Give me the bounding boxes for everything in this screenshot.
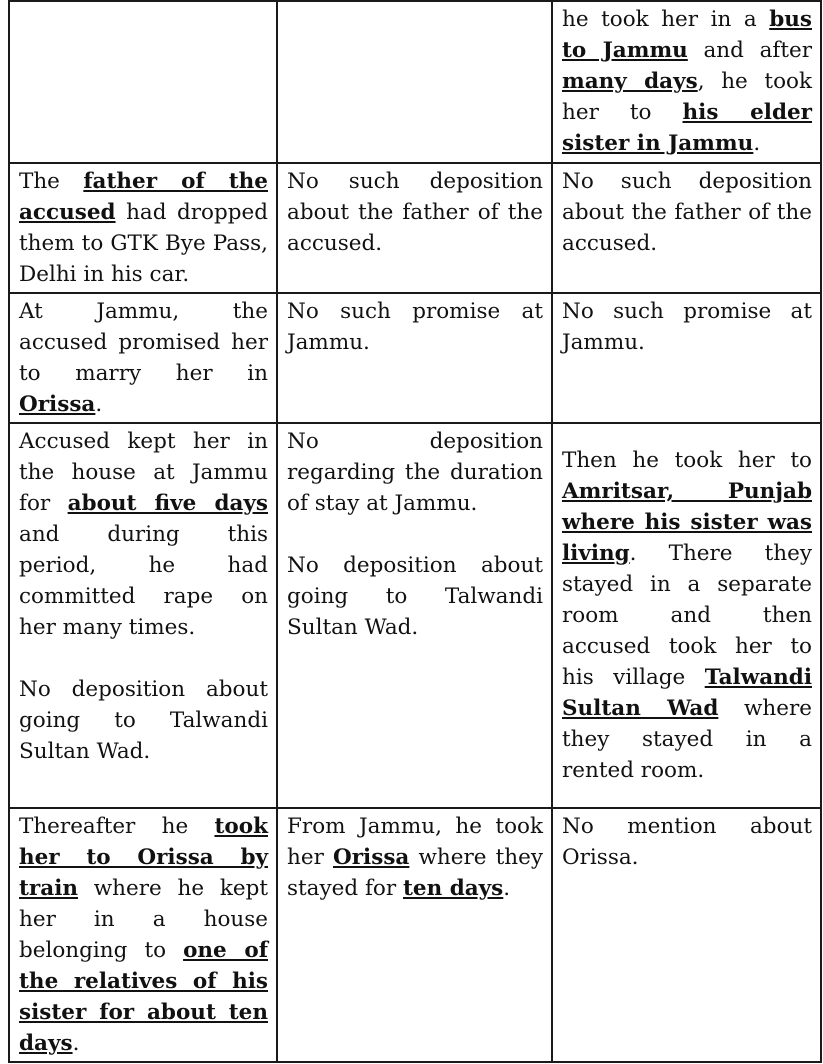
text-segment: he took her in a <box>562 7 770 32</box>
text-segment: and after <box>687 38 812 63</box>
cell-paragraph <box>19 426 268 643</box>
cell-paragraph <box>287 811 543 904</box>
cell-paragraph <box>562 811 812 873</box>
table-cell <box>9 293 277 423</box>
text-segment: where they stayed for <box>287 845 543 901</box>
text-segment: No mention about Orissa. <box>562 814 812 870</box>
cell-paragraph <box>562 296 812 358</box>
underlined-phrase: Orissa <box>19 392 96 417</box>
text-segment: No such promise at Jammu. <box>287 299 543 355</box>
table-row <box>9 293 821 423</box>
table-cell <box>9 808 277 1062</box>
cell-paragraph <box>19 166 268 290</box>
text-segment: where he kept her in a house belonging to <box>19 876 268 963</box>
underlined-phrase: bus to Jammu <box>562 7 812 63</box>
table-row <box>9 163 821 293</box>
text-segment: No such deposition about the father of the accused. <box>287 169 543 256</box>
text-segment: . <box>503 876 511 901</box>
table-cell <box>9 423 277 808</box>
text-segment: Then he took her to <box>562 448 812 473</box>
table-cell <box>552 163 821 293</box>
underlined-phrase: Amritsar, Punjab where his sister was living <box>562 479 812 566</box>
underlined-phrase: many days <box>562 69 698 94</box>
cell-paragraph <box>562 4 812 159</box>
text-segment: At Jammu, the accused promised her to marry her in <box>19 299 268 386</box>
text-segment: . <box>95 392 103 417</box>
text-segment: Accused kept her in the house at Jammu for <box>19 429 268 516</box>
underlined-phrase: about five days <box>67 491 268 516</box>
cell-paragraph <box>287 426 543 519</box>
text-segment: No such deposition about the father of the accused. <box>562 169 812 256</box>
text-segment: where they stayed in a rented room. <box>562 696 813 783</box>
text-segment: had dropped them to GTK Bye Pass, Delhi in his car. <box>19 200 268 287</box>
table-cell <box>277 163 552 293</box>
table-row <box>9 1 821 163</box>
underlined-phrase: father of the accused <box>19 169 268 225</box>
text-segment: From Jammu, he took her <box>287 814 543 870</box>
underlined-phrase: ten days <box>402 876 504 901</box>
text-segment: No deposition about going to Talwandi Sultan Wad. <box>287 553 543 640</box>
cell-paragraph <box>19 674 268 767</box>
text-segment: and during this period, he had committed rape on her many times. <box>19 522 268 640</box>
table-cell <box>277 293 552 423</box>
underlined-phrase: one of the relatives of his sister for about ten days <box>19 938 268 1056</box>
text-segment: , he took her to <box>562 69 812 125</box>
text-segment: . <box>72 1031 80 1056</box>
underlined-phrase: his elder sister in Jammu <box>562 100 812 156</box>
cell-paragraph <box>287 296 543 358</box>
text-segment: Thereafter he <box>19 814 215 839</box>
table-cell <box>277 423 552 808</box>
text-segment: No deposition regarding the duration of stay at Jammu. <box>287 429 543 516</box>
table-cell <box>277 1 552 163</box>
table-row <box>9 423 821 808</box>
cell-paragraph <box>19 811 268 1059</box>
table-cell <box>552 808 821 1062</box>
text-segment: No deposition about going to Talwandi Sultan Wad. <box>19 677 268 764</box>
underlined-phrase: took her to Orissa by train <box>19 814 268 901</box>
table-cell <box>552 1 821 163</box>
text-segment: The <box>19 169 84 194</box>
cell-paragraph <box>562 166 812 259</box>
text-segment: . There they stayed in a separate room and then accused took her to his village <box>562 541 812 690</box>
cell-paragraph <box>287 166 543 259</box>
table-cell <box>9 163 277 293</box>
cell-paragraph <box>287 550 543 643</box>
cell-paragraph <box>562 445 812 786</box>
deposition-comparison-table <box>8 0 822 1063</box>
text-segment: No such promise at Jammu. <box>562 299 812 355</box>
text-segment: . <box>753 131 761 156</box>
table-cell <box>9 1 277 163</box>
cell-paragraph <box>19 296 268 420</box>
table-cell <box>552 423 821 808</box>
table-cell <box>277 808 552 1062</box>
underlined-phrase: Talwandi Sultan Wad <box>562 665 812 721</box>
underlined-phrase: Orissa <box>333 845 410 870</box>
table-cell <box>552 293 821 423</box>
table-row <box>9 808 821 1062</box>
